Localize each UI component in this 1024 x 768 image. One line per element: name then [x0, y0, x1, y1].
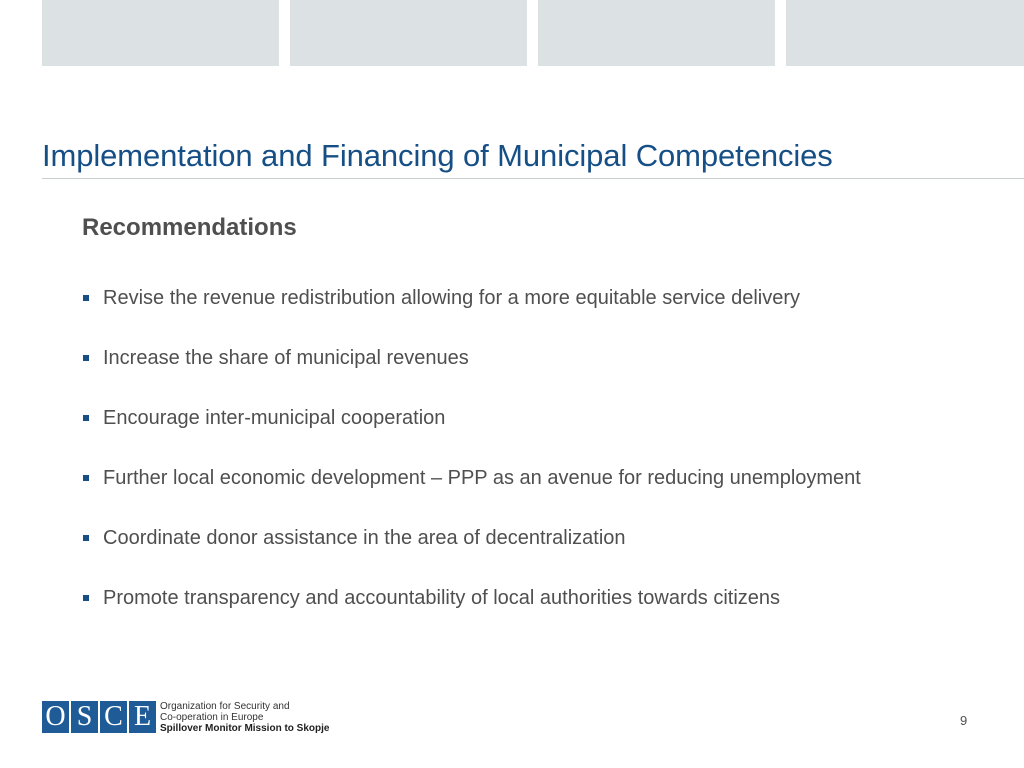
org-line-1: Organization for Security and [160, 701, 290, 712]
square-bullet-icon [83, 415, 89, 421]
square-bullet-icon [83, 595, 89, 601]
list-item-text: Increase the share of municipal revenues [103, 347, 469, 369]
square-bullet-icon [83, 535, 89, 541]
list-item-text: Encourage inter-municipal cooperation [103, 407, 446, 429]
org-line-2: Co-operation in Europe [160, 712, 264, 723]
list-item-text: Revise the revenue redistribution allowing for a more equitable service delivery [103, 287, 801, 309]
logo-letter-e: E [129, 701, 156, 733]
top-decorative-tabs [0, 0, 1024, 66]
square-bullet-icon [83, 475, 89, 481]
top-tab-4 [786, 0, 1024, 66]
logo-letter-s: S [71, 701, 98, 733]
page-number: 9 [960, 713, 968, 728]
list-item-text: Promote transparency and accountability of local authorities towards citizens [103, 587, 781, 609]
mission-name: Spillover Monitor Mission to Skopje [160, 723, 330, 734]
list-item-text: Further local economic development – PPP as an avenue for reducing unemployment [103, 467, 861, 489]
top-tab-3 [538, 0, 775, 66]
top-tab-1 [42, 0, 279, 66]
square-bullet-icon [83, 355, 89, 361]
square-bullet-icon [83, 295, 89, 301]
slide-title: Implementation and Financing of Municipal Competencies [42, 138, 833, 173]
section-subtitle: Recommendations [82, 214, 297, 241]
logo-letter-o: O [42, 701, 69, 733]
top-tab-2 [290, 0, 527, 66]
logo-letter-c: C [100, 701, 127, 733]
organization-name [160, 701, 360, 734]
title-divider [42, 178, 1024, 179]
list-item-text: Coordinate donor assistance in the area of decentralization [103, 527, 626, 549]
